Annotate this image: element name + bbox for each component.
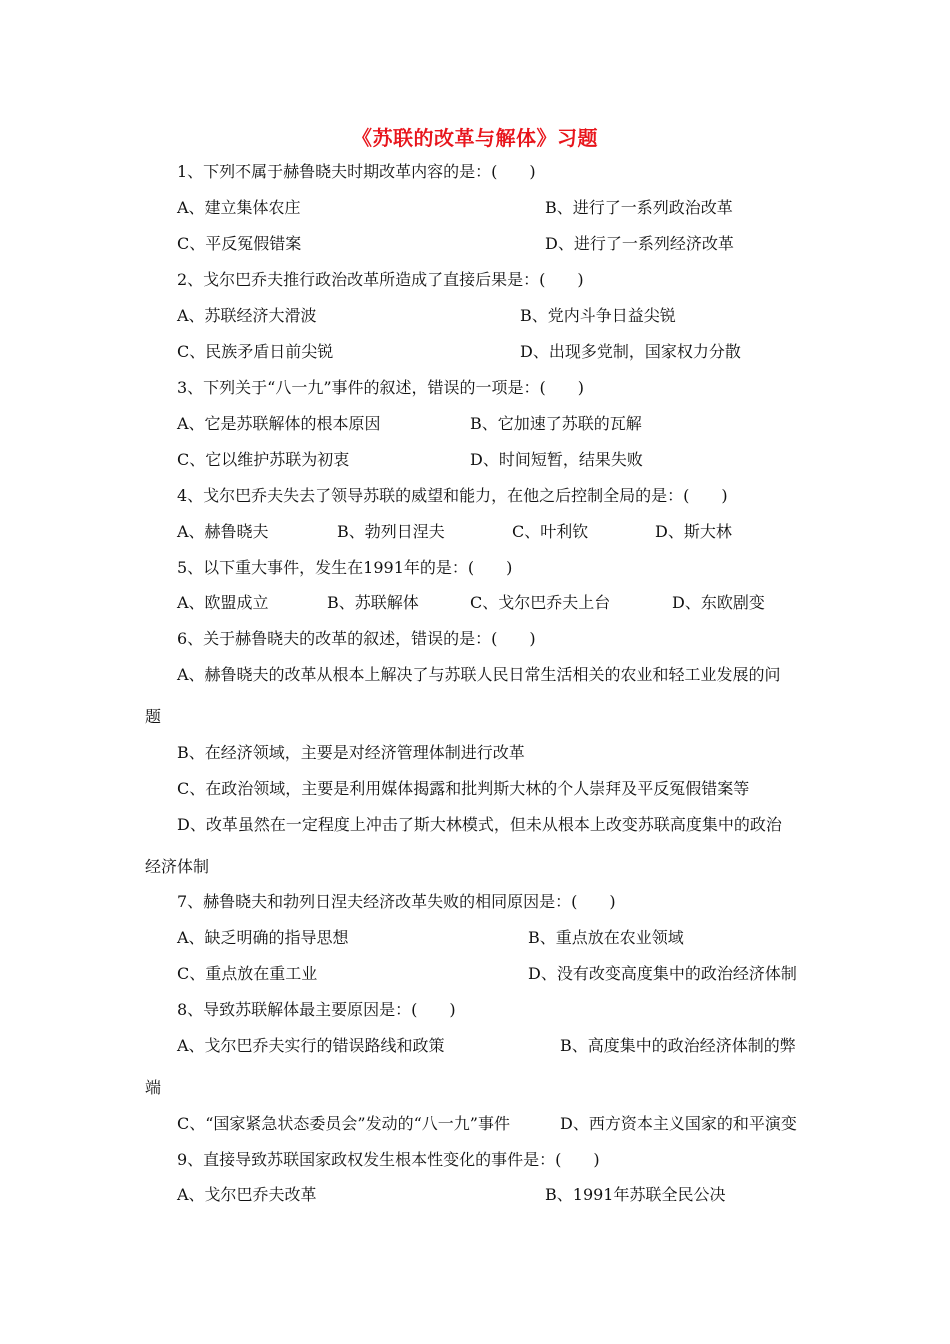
- page-title: 《苏联的改革与解体》习题: [352, 126, 598, 150]
- question-5-option-b: B、苏联解体: [327, 593, 419, 612]
- question-7-option-a: A、缺乏明确的指导思想: [177, 928, 349, 947]
- question-2-stem: 2、戈尔巴乔夫推行政治改革所造成了直接后果是：( ): [177, 270, 584, 289]
- question-1-option-b: B、进行了一系列政治改革: [545, 198, 733, 217]
- question-5-option-d: D、东欧剧变: [672, 593, 765, 612]
- question-6-option-d: D、改革虽然在一定程度上冲击了斯大林模式，但未从根本上改变苏联高度集中的政治: [177, 815, 782, 834]
- question-8-option-a: A、戈尔巴乔夫实行的错误路线和政策: [177, 1036, 445, 1055]
- question-1-stem: 1、下列不属于赫鲁晓夫时期改革内容的是：( ): [177, 162, 536, 181]
- question-1-option-d: D、进行了一系列经济改革: [545, 234, 734, 253]
- question-8-option-b-continued: 端: [145, 1078, 162, 1097]
- question-7-option-b: B、重点放在农业领域: [528, 928, 684, 947]
- question-2-option-d: D、出现多党制，国家权力分散: [520, 342, 741, 361]
- question-9-stem: 9、直接导致苏联国家政权发生根本性变化的事件是：( ): [177, 1150, 600, 1169]
- question-4-option-c: C、叶利钦: [512, 522, 589, 541]
- question-4-stem: 4、戈尔巴乔夫失去了领导苏联的威望和能力，在他之后控制全局的是：( ): [177, 486, 728, 505]
- question-1-option-a: A、建立集体农庄: [177, 198, 301, 217]
- question-3-option-d: D、时间短暂，结果失败: [470, 450, 643, 469]
- question-4-option-b: B、勃列日涅夫: [337, 522, 445, 541]
- question-6-stem: 6、关于赫鲁晓夫的改革的叙述，错误的是：( ): [177, 629, 536, 648]
- question-3-option-a: A、它是苏联解体的根本原因: [177, 414, 381, 433]
- question-8-option-d: D、西方资本主义国家的和平演变: [560, 1114, 797, 1133]
- question-5-option-a: A、欧盟成立: [177, 593, 269, 612]
- question-6-option-b: B、在经济领域，主要是对经济管理体制进行改革: [177, 743, 525, 762]
- question-8-stem: 8、导致苏联解体最主要原因是：( ): [177, 1000, 456, 1019]
- question-7-stem: 7、赫鲁晓夫和勃列日涅夫经济改革失败的相同原因是：( ): [177, 892, 616, 911]
- question-6-option-a-continued: 题: [145, 707, 162, 726]
- question-8-option-b: B、高度集中的政治经济体制的弊: [560, 1036, 796, 1055]
- question-9-option-a: A、戈尔巴乔夫改革: [177, 1185, 317, 1204]
- question-7-option-d: D、没有改变高度集中的政治经济体制: [528, 964, 797, 983]
- question-4-option-a: A、赫鲁晓夫: [177, 522, 269, 541]
- question-6-option-c: C、在政治领域，主要是利用媒体揭露和批判斯大林的个人崇拜及平反冤假错案等: [177, 779, 750, 798]
- question-2-option-b: B、党内斗争日益尖锐: [520, 306, 676, 325]
- question-3-stem: 3、下列关于“八一九”事件的叙述，错误的一项是：( ): [177, 378, 585, 397]
- question-2-option-c: C、民族矛盾日前尖锐: [177, 342, 334, 361]
- question-6-option-d-continued: 经济体制: [145, 857, 210, 876]
- question-9-option-b: B、1991年苏联全民公决: [545, 1185, 726, 1204]
- question-6-option-a: A、赫鲁晓夫的改革从根本上解决了与苏联人民日常生活相关的农业和轻工业发展的问: [177, 665, 781, 684]
- question-3-option-c: C、它以维护苏联为初衷: [177, 450, 350, 469]
- question-5-stem: 5、以下重大事件，发生在1991年的是：( ): [177, 558, 513, 577]
- question-7-option-c: C、重点放在重工业: [177, 964, 318, 983]
- question-3-option-b: B、它加速了苏联的瓦解: [470, 414, 642, 433]
- question-2-option-a: A、苏联经济大滑波: [177, 306, 317, 325]
- question-4-option-d: D、斯大林: [655, 522, 732, 541]
- question-1-option-c: C、平反冤假错案: [177, 234, 302, 253]
- question-8-option-c: C、“国家紧急状态委员会”发动的“八一九”事件: [177, 1114, 510, 1133]
- question-5-option-c: C、戈尔巴乔夫上台: [470, 593, 611, 612]
